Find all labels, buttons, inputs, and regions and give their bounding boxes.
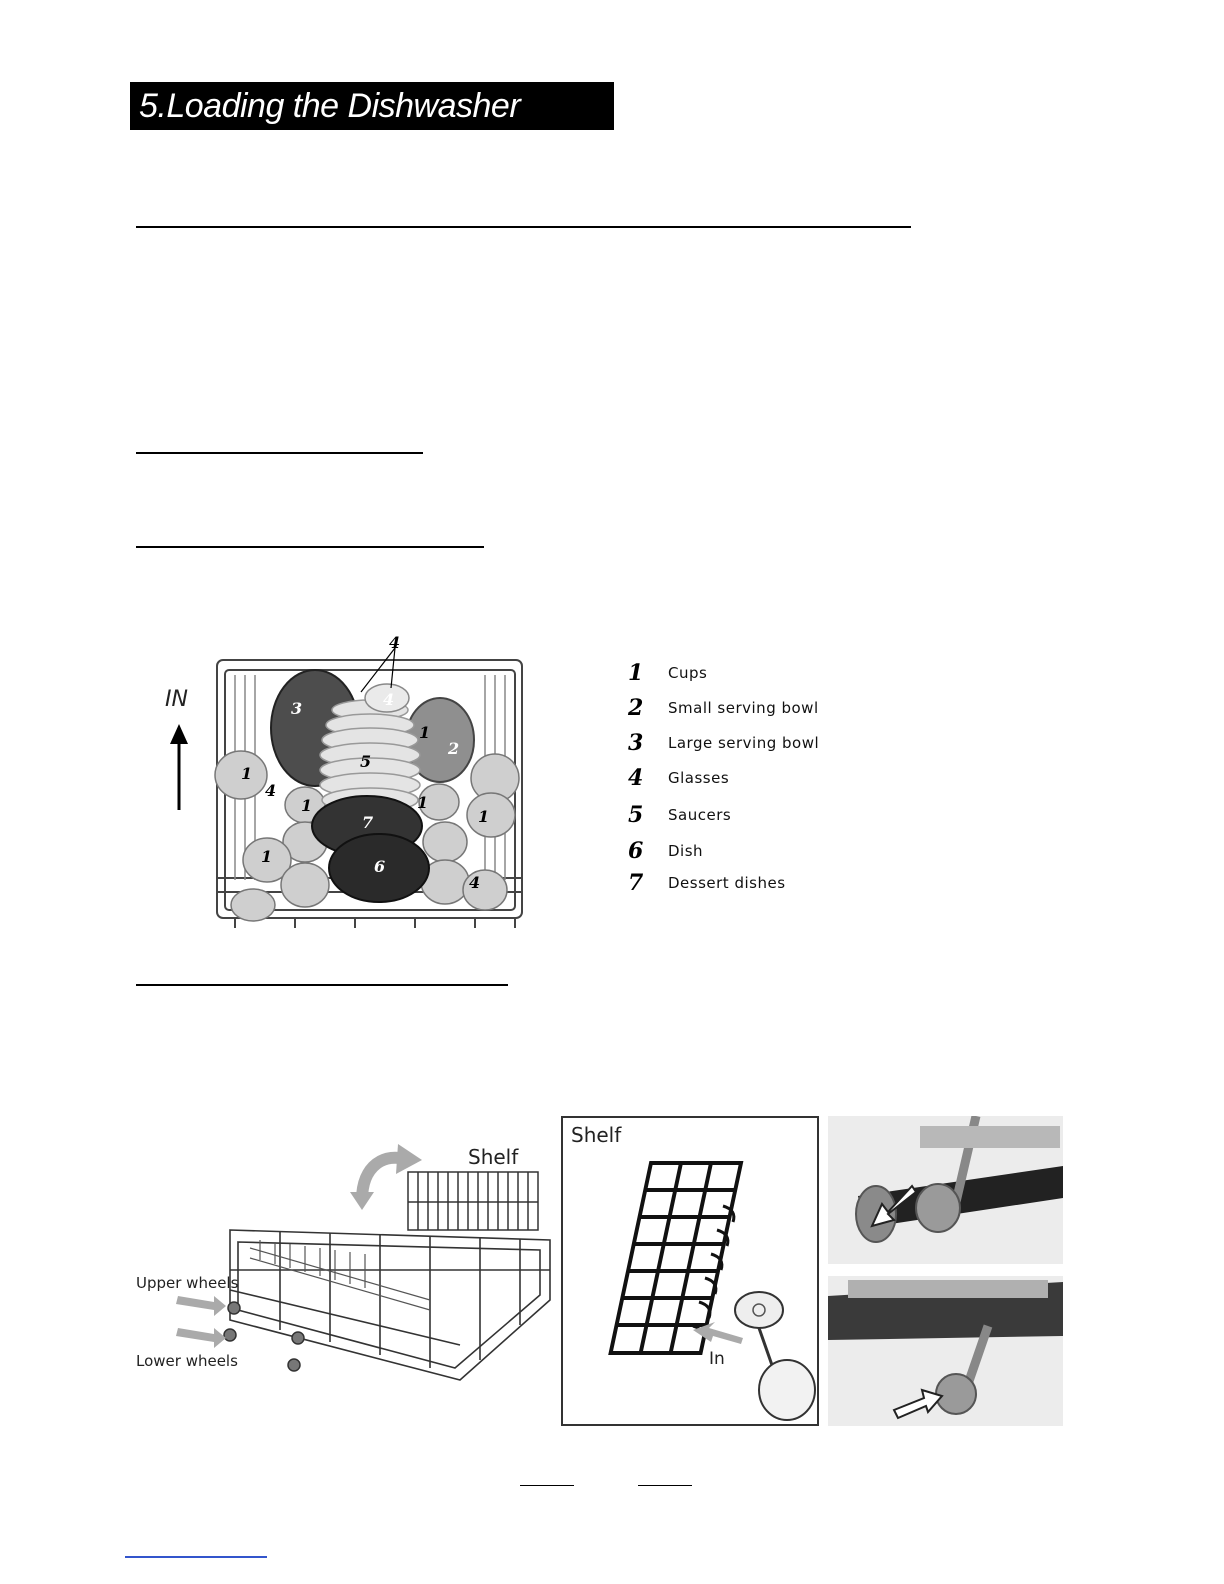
upper-wheel-photo-drawing — [828, 1116, 1063, 1264]
lower-wheel-photo — [828, 1276, 1063, 1426]
legend-item — [628, 695, 819, 721]
rule-4 — [136, 984, 508, 986]
shelf-label: Shelf — [468, 1145, 519, 1169]
raised-shelf — [408, 1172, 538, 1230]
legend-item — [628, 870, 786, 896]
legend-label: Small serving bowl — [668, 699, 819, 717]
rule-3 — [136, 546, 484, 548]
legend-item — [628, 660, 707, 686]
legend-number: 5 — [628, 802, 644, 828]
callout: 4 — [265, 781, 277, 800]
footer-rule-right — [638, 1485, 692, 1486]
lower-wheels-arrow — [176, 1328, 226, 1348]
panel-shelf-label: Shelf — [571, 1123, 622, 1147]
footer-link-underline[interactable] — [125, 1556, 267, 1558]
callout: 2 — [448, 739, 460, 758]
rule-1 — [136, 226, 911, 228]
shelf-fold-arrow-head — [396, 1144, 422, 1174]
legend-item — [628, 802, 731, 828]
footer-rule-left — [520, 1485, 574, 1486]
in-arrow-label: IN — [165, 687, 188, 712]
section-title: 5.Loading the Dishwasher Basket — [130, 82, 614, 130]
callout: 7 — [362, 813, 374, 832]
shelf-panel — [561, 1116, 819, 1426]
callout: 4 — [383, 690, 395, 709]
upper-wheel-photo — [828, 1116, 1063, 1264]
legend-number: 7 — [628, 870, 644, 896]
callout: 5 — [360, 752, 372, 771]
legend-label: Large serving bowl — [668, 734, 820, 752]
lower-wheels-label: Lower wheels — [136, 1352, 238, 1370]
upper-wheels-arrow — [176, 1296, 226, 1316]
callout: 1 — [301, 796, 313, 815]
basket-shelf-illustration — [130, 1130, 560, 1390]
callout: 1 — [241, 764, 253, 783]
upper-wheels-label: Upper wheels — [136, 1274, 239, 1292]
in-arrow-head — [170, 724, 188, 744]
legend-label: Saucers — [668, 806, 732, 824]
legend-item — [628, 765, 729, 791]
legend-item — [628, 730, 819, 756]
legend-number: 1 — [628, 660, 644, 686]
callout: 4 — [469, 873, 481, 892]
legend-number: 2 — [628, 695, 644, 721]
shelf-panel-drawing — [563, 1118, 817, 1424]
legend-label: Glasses — [668, 769, 730, 787]
legend-label: Cups — [668, 664, 708, 682]
callout: 4 — [389, 633, 401, 652]
rule-2 — [136, 452, 423, 454]
wine-glass — [735, 1292, 815, 1420]
legend-label: Dessert dishes — [668, 874, 786, 892]
upper-basket-illustration — [155, 630, 535, 930]
callout: 3 — [291, 699, 303, 718]
callout: 6 — [374, 857, 386, 876]
callout: 1 — [261, 847, 273, 866]
shelf-fold-arrow-tail — [350, 1192, 374, 1210]
lower-shelf-tines — [250, 1240, 430, 1310]
legend-number: 4 — [628, 765, 644, 791]
legend-number: 3 — [628, 730, 644, 756]
callout: 1 — [478, 807, 490, 826]
shelf-grid — [611, 1163, 741, 1353]
legend-item — [628, 838, 703, 864]
legend-number: 6 — [628, 838, 644, 864]
legend-label: Dish — [668, 842, 704, 860]
callout: 1 — [417, 793, 429, 812]
lower-wheel-photo-drawing — [828, 1276, 1063, 1426]
panel-in-label: In — [709, 1349, 725, 1369]
callout: 1 — [419, 723, 431, 742]
basket-frame — [230, 1230, 550, 1380]
